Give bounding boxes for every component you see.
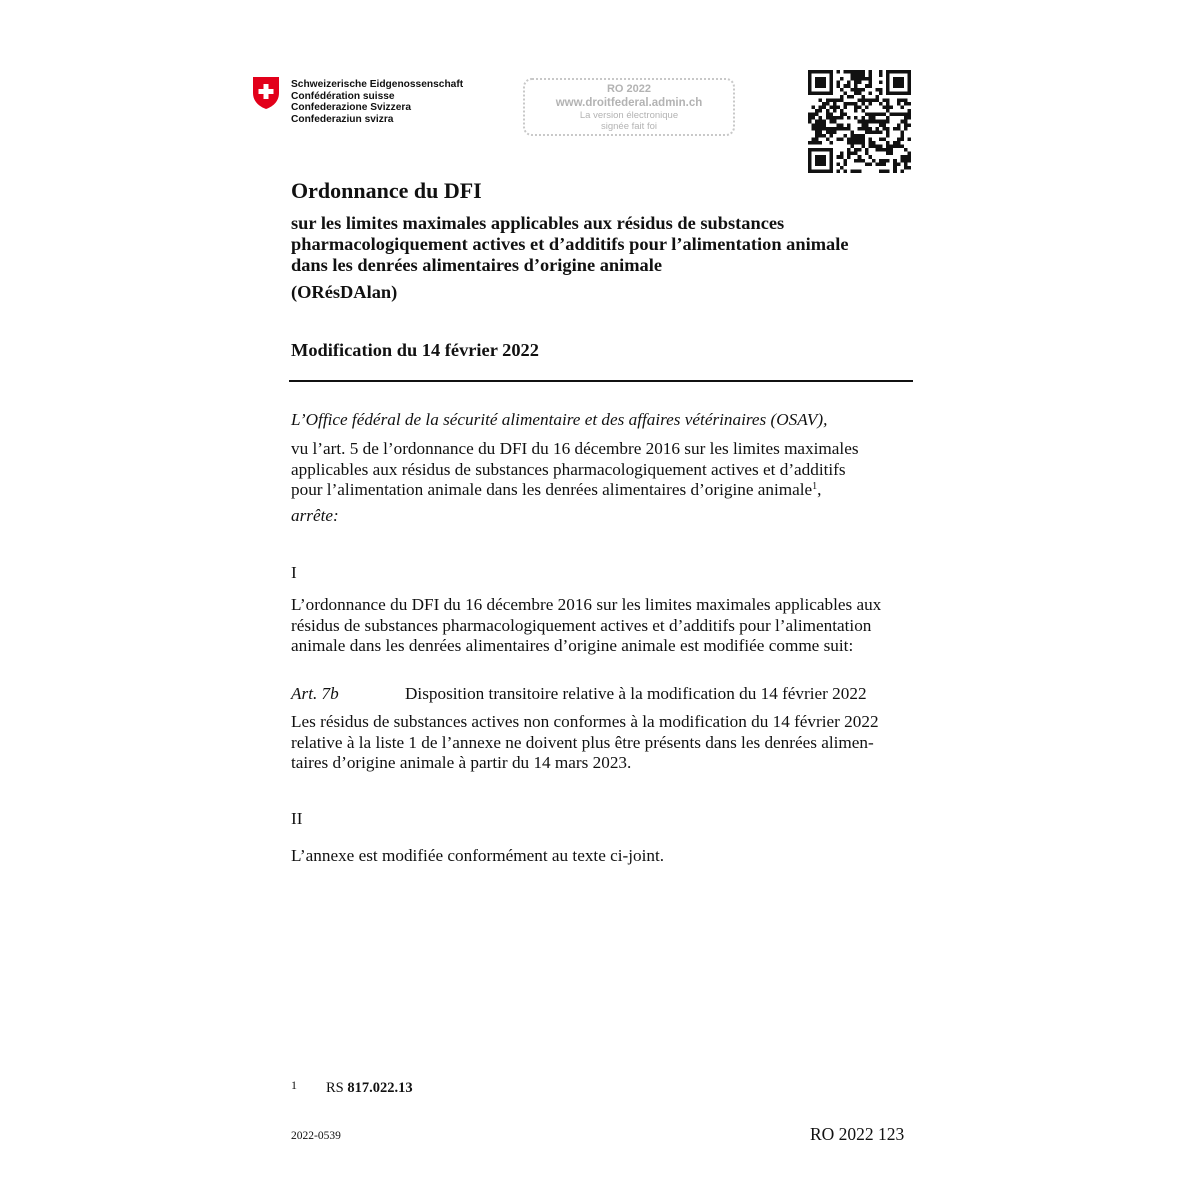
document-abbreviation: (ORésDAlan)	[291, 282, 398, 302]
confederation-rm: Confederaziun svizra	[291, 113, 394, 125]
subtitle-line: dans les denrées alimentaires d’origine animale	[291, 255, 663, 275]
basis-end: ,	[817, 480, 822, 499]
issuing-authority	[291, 410, 827, 431]
confederation-de: Schweizerische Eidgenossenschaft	[291, 79, 464, 90]
stamp-ro: RO 2022	[606, 83, 652, 95]
document-number: 2022-0539	[291, 1130, 341, 1142]
stamp-note-1: La version électronique	[579, 110, 679, 121]
basis-line-text: pour l’alimentation animale dans les denrées alimentaires d’origine animale	[291, 480, 813, 499]
section2-text	[291, 846, 664, 867]
confederation-it: Confederazione Svizzera	[291, 102, 412, 114]
authority-text: L’Office fédéral de la sécurité alimentaire et des affaires vétérinaires (OSAV),	[291, 410, 828, 429]
footnote-reference[interactable]: 1	[812, 481, 818, 492]
article-title: Disposition transitoire relative à la modification du 14 février 2022	[405, 684, 867, 703]
section1-intro	[291, 595, 881, 657]
qr-code-icon	[808, 70, 911, 173]
footnote-text	[326, 1080, 413, 1097]
subtitle-line: pharmacologiquement actives et d’additifs pour l’alimentation animale	[291, 234, 849, 254]
swiss-coat-of-arms-icon	[252, 76, 280, 110]
stamp-url: www.droitfederal.admin.ch	[555, 97, 703, 109]
numeral-text: II	[291, 809, 303, 828]
footnote-prefix: RS	[326, 1080, 348, 1096]
intro-line: animale dans les denrées alimentaires d’origine animale est modifiée comme suit:	[291, 636, 854, 655]
ro-reference: RO 2022 123	[810, 1124, 905, 1144]
article-number: Art. 7b	[291, 684, 339, 703]
electronic-version-stamp	[523, 78, 735, 136]
article-line: taires d’origine animale à partir du 14 mars 2023.	[291, 753, 632, 772]
article-body	[291, 712, 879, 774]
section2-line: L’annexe est modifiée conformément au texte ci-joint.	[291, 846, 665, 865]
confederation-names	[291, 79, 463, 125]
decree-text: arrête:	[291, 506, 339, 525]
title-divider	[289, 380, 913, 382]
basis-line-last	[291, 480, 859, 501]
modification-date: Modification du 14 février 2022	[291, 340, 539, 360]
article-line: relative à la liste 1 de l’annexe ne doivent plus être présents dans les denrées alimen-	[291, 732, 874, 752]
section-numeral-1	[291, 563, 297, 584]
document-title: Ordonnance du DFI	[291, 178, 482, 203]
document-subtitle	[291, 213, 931, 276]
article-line: Les résidus de substances actives non conformes à la modification du 14 février 2022	[291, 712, 879, 731]
legal-basis	[291, 439, 859, 501]
intro-line: L’ordonnance du DFI du 16 décembre 2016 sur les limites maximales applicables aux	[291, 595, 882, 614]
numeral-text: I	[291, 563, 297, 582]
footnote-number: 1	[291, 1078, 297, 1092]
decree-word	[291, 506, 339, 527]
stamp-note-2: signée fait foi	[601, 121, 657, 132]
section-numeral-2	[291, 809, 302, 830]
footnote-rs-number: 817.022.13	[347, 1080, 413, 1096]
intro-line: résidus de substances pharmacologiquement actives et d’additifs pour l’alimentation	[291, 615, 872, 635]
confederation-fr: Confédération suisse	[291, 90, 395, 102]
basis-line: vu l’art. 5 de l’ordonnance du DFI du 16 décembre 2016 sur les limites maximales	[291, 439, 859, 458]
subtitle-line: sur les limites maximales applicables aux résidus de substances	[291, 213, 785, 233]
basis-line: applicables aux résidus de substances pharmacologiquement actives et d’additifs	[291, 459, 846, 479]
